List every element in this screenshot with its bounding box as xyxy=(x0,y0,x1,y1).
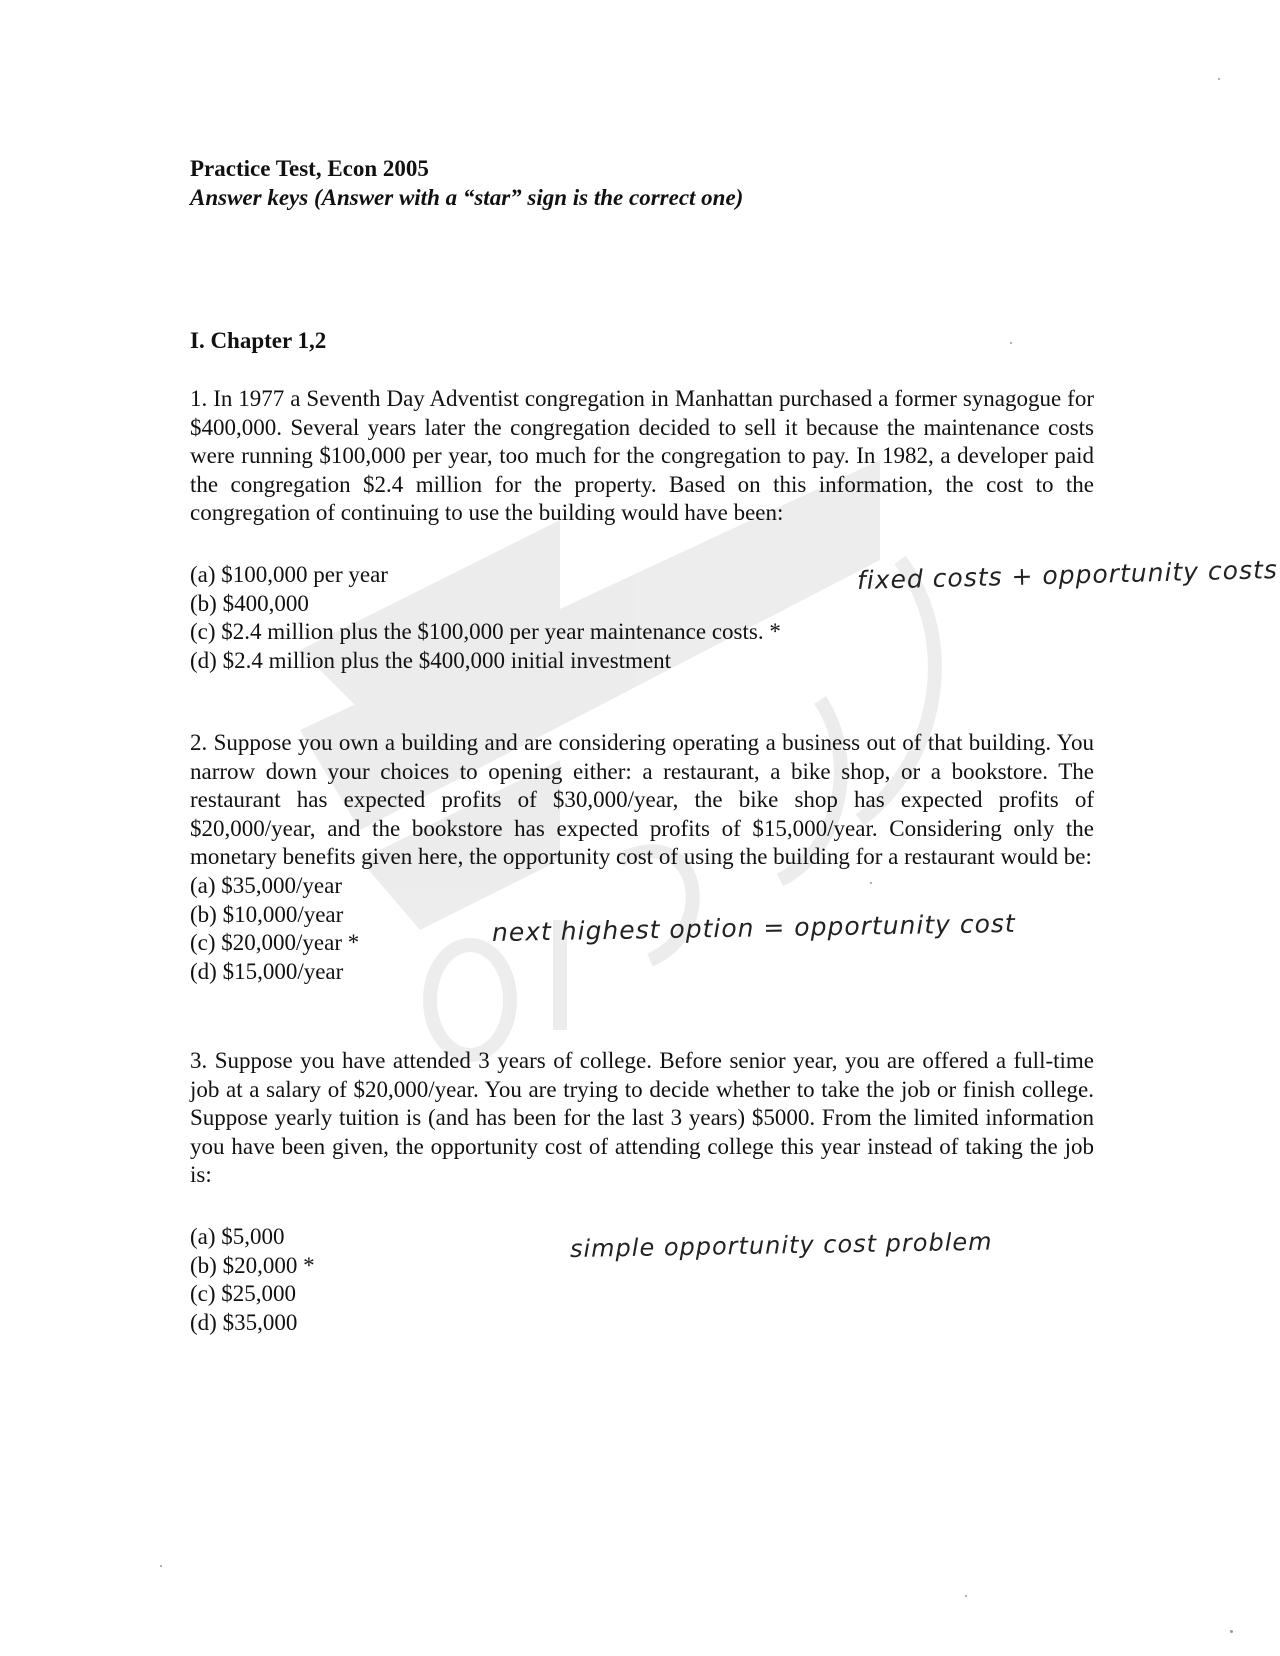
option-c: (c) $25,000 xyxy=(190,1281,297,1307)
option-d: (d) $15,000/year xyxy=(190,958,344,984)
handwritten-note-2: next highest option = opportunity cost xyxy=(491,908,1016,947)
question-text: 1. In 1977 a Seventh Day Adventist congregation in Manhattan purchased a former synagogue for $400,000. Several years later the congregation decided to sell it because the maintenance costs were running $100,000 per year, too much for the congregation to pay. In 1982, a developer paid the congregation $2.4 million for the property. Based on this information, the cost to the congregation of continuing to use the building would have been: xyxy=(190,386,1094,526)
page-title: Practice Test, Econ 2005 xyxy=(190,156,429,181)
section-heading: I. Chapter 1,2 xyxy=(190,328,327,353)
scan-speck xyxy=(1230,1630,1233,1633)
scan-speck xyxy=(965,1595,967,1597)
option-a: (a) $35,000/year xyxy=(190,872,342,898)
option-b: (b) $10,000/year xyxy=(190,901,344,927)
handwritten-note-3: simple opportunity cost problem xyxy=(569,1227,993,1263)
option-d: (d) $35,000 xyxy=(190,1309,298,1335)
question-1 xyxy=(190,385,1094,675)
option-d: (d) $2.4 million plus the $400,000 initial investment xyxy=(190,647,672,673)
question-text: 2. Suppose you own a building and are considering operating a business out of that building. You narrow down your choices to opening either: a restaurant, a bike shop, or a bookstore. The restaurant has expected profits of $30,000/year, the bike shop has expected profits of $20,000/year, and the bookstore has expected profits of $15,000/year. Considering only the monetary benefits given here, the opportunity cost of using the building for a restaurant would be: xyxy=(190,730,1094,870)
option-c: (c) $20,000/year * xyxy=(190,930,360,956)
scan-speck xyxy=(1218,78,1220,80)
question-2 xyxy=(190,729,1094,986)
option-a: (a) $100,000 per year xyxy=(190,561,388,587)
option-b: (b) $400,000 xyxy=(190,590,309,616)
scan-speck xyxy=(1010,342,1012,344)
question-text: 3. Suppose you have attended 3 years of college. Before senior year, you are offered a full-time job at a salary of $20,000/year. You are trying to decide whether to take the job or finish college. Suppose yearly tuition is (and has been for the last 3 years) $5000. From the limited information you have been given, the opportunity cost of attending college this year instead of taking the job is: xyxy=(190,1048,1094,1188)
question-3 xyxy=(190,1047,1094,1337)
page-subtitle: Answer keys (Answer with a “star” sign is the correct one) xyxy=(190,184,744,210)
option-a: (a) $5,000 xyxy=(190,1223,285,1249)
scan-speck xyxy=(160,1565,162,1567)
handwritten-note-1: fixed costs + opportunity costs xyxy=(856,554,1279,595)
scan-speck xyxy=(870,882,872,884)
option-c: (c) $2.4 million plus the $100,000 per year maintenance costs. * xyxy=(190,619,781,645)
option-b: (b) $20,000 * xyxy=(190,1252,315,1278)
